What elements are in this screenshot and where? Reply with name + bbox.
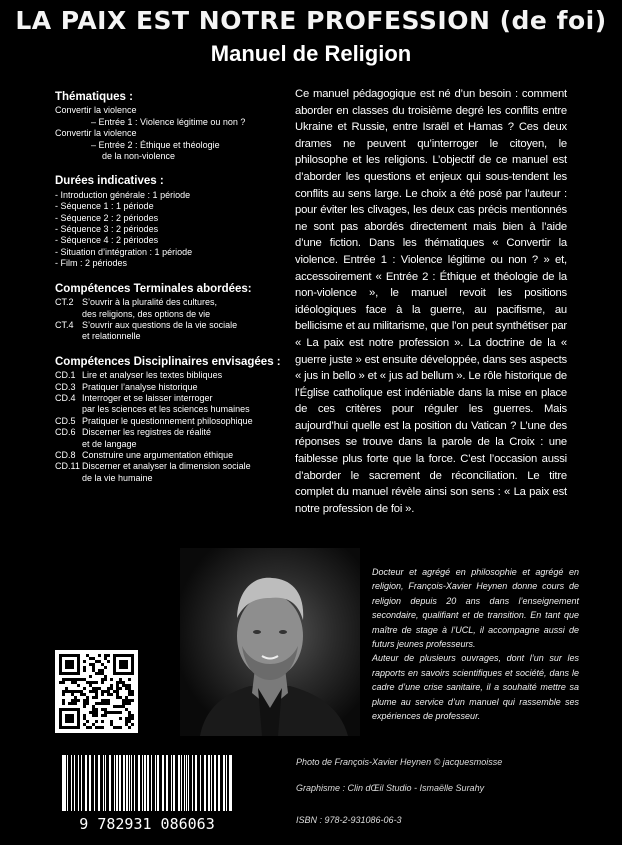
cd-item <box>55 370 287 381</box>
design-credit: Graphisme : Clin dŒil Studio - Ismaëlle Surahy <box>296 783 485 793</box>
author-bio <box>372 565 579 723</box>
barcode-digits: 9 782931 086063 <box>79 815 215 832</box>
cd-item-code: CD.5 <box>55 415 76 426</box>
cd-item <box>55 427 287 438</box>
author-portrait-icon <box>180 548 360 736</box>
duree-item: - Séquence 3 : 2 périodes <box>55 224 159 235</box>
cd-item <box>55 461 287 472</box>
isbn-number: ISBN : 978-2-931086-06-3 <box>296 815 402 825</box>
ct-item-text: des religions, des options de vie <box>82 308 211 319</box>
cd-item-code <box>55 404 82 415</box>
photo-credit: Photo de François-Xavier Heynen © jacquesmoisse <box>296 757 503 767</box>
author-photo <box>180 548 360 736</box>
cd-item <box>55 404 287 415</box>
ct-section <box>55 284 287 343</box>
duree-item: - Séquence 2 : 2 périodes <box>55 212 159 223</box>
cd-item-code: CD.4 <box>55 392 76 403</box>
cd-section <box>55 357 287 484</box>
bio-paragraph-2: Auteur de plusieurs ouvrages, dont l’un sur les rapports en savoirs scientifiques et société, dans le cadre d’une crise sanitaire, il a souhaité mettre sa plume au service d’un manuel qui rassemble ses expériences de professeur. <box>372 653 579 722</box>
thematique-line: – Entrée 1 : Violence légitime ou non ? <box>91 116 246 127</box>
description-text: Ce manuel pédagogique est né d’un besoin : comment aborder en classes du troisième degré les conflits entre Ukraine et Russie, entre Israël et Hamas ? Ces deux drames ne peuvent qu’interroger le citoyen, le philosophe et les religions. L’objectif de ce manuel est d’aborder les questions et enjeux qui sous-tendent les conflits au sens large. Le choix a été posé par l’auteur : pour éviter les clivages, les deux cas précis mentionnés ne sont pas abordés directement mais bien à l’aide d’une fiction. Dans les thématiques « Convertir la violence. Entrée 1 : Violence légitime ou non ? » et, accessoirement « Entrée 2 : Éthique et théologie de la non-violence », le manuel revoit les positions idéologiques face à la guerre, au pacifisme, au bellicisme et au militarisme, que l’on peut synthétiser par « La paix est notre profession ». La doctrine de la « guerre juste » est ensuite développée, dans ses aspects « jus in bello » et « jus ad bellum ». Le rôle historique de l’Église catholique est indéniable dans la mise en place de ces critères pour réguler les guerres. Mais aujourd’hui quelle est la position du Vatican ? L’une des réponses se trouve dans la parole de la Croix : une faiblesse plus forte que la force. C’est l’occasion aussi d’aborder le sacrement de réconciliation. Le titre complet du manuel révèle ainsi son sens : « La paix est notre profession de foi ». <box>295 88 567 515</box>
thematiques-list <box>55 105 287 162</box>
cd-item-code: CD.1 <box>55 370 76 381</box>
thematique-line: Convertir la violence <box>55 105 137 116</box>
duree-item: - Situation d’intégration : 1 période <box>55 246 193 257</box>
cd-item <box>55 382 287 393</box>
cd-item-code: CD.8 <box>55 449 76 460</box>
durees-section <box>55 176 287 269</box>
cd-item <box>55 439 287 450</box>
cd-item-text: Pratiquer l’analyse historique <box>82 381 198 392</box>
cd-item-code: CD.3 <box>55 381 76 392</box>
cd-item-text: Interroger et se laisser interroger <box>82 392 213 403</box>
duree-item: - Séquence 1 : 1 période <box>55 201 154 212</box>
cover-subtitle: Manuel de Religion <box>210 41 412 66</box>
qr-code-icon <box>55 650 138 733</box>
cd-item-code: CD.11 <box>55 461 80 472</box>
duree-item: - Séquence 4 : 2 périodes <box>55 235 159 246</box>
ct-list <box>55 297 287 343</box>
cd-item-text: Construire une argumentation éthique <box>82 449 234 460</box>
ct-item <box>55 320 287 331</box>
cd-item <box>55 416 287 427</box>
duree-item: - Film : 2 périodes <box>55 258 128 269</box>
ct-item-code: CT.4 <box>55 319 74 330</box>
left-column <box>55 92 287 498</box>
ct-item <box>55 309 287 320</box>
duree-item: - Introduction générale : 1 période <box>55 189 191 200</box>
cd-title: Compétences Disciplinaires envisagées : <box>55 355 281 368</box>
durees-list <box>55 190 287 270</box>
cd-item-code <box>55 439 82 450</box>
thematique-line: – Entrée 2 : Éthique et théologie <box>91 139 220 150</box>
ct-item-text: S’ouvrir à la pluralité des cultures, <box>82 297 218 308</box>
cd-item <box>55 473 287 484</box>
qr-code <box>55 650 138 733</box>
durees-title: Durées indicatives : <box>55 175 164 188</box>
thematique-line: de la non-violence <box>102 151 176 162</box>
thematique-line: Convertir la violence <box>55 128 137 139</box>
cd-list <box>55 370 287 484</box>
bio-paragraph-1: Docteur et agrégé en philosophie et agrégé en religion, François-Xavier Heynen donne cours de religion depuis 20 ans dans l’enseignement secondaire, qualifiant et de transition. En tant que maître de stage à l’UCL, il accompagne aussi de futurs jeunes professeurs. <box>372 567 579 650</box>
isbn-barcode <box>56 751 238 832</box>
cd-item <box>55 393 287 404</box>
cd-item-text: Discerner et analyser la dimension sociale <box>82 461 251 472</box>
ct-item-code: CT.2 <box>55 297 74 308</box>
cd-item-code: CD.6 <box>55 427 76 438</box>
cd-item-text: Lire et analyser les textes bibliques <box>82 370 223 381</box>
cd-item-text: et de langage <box>82 438 137 449</box>
cd-item-code <box>55 473 82 484</box>
ct-item-code <box>55 331 82 342</box>
cd-item-text: Discerner les registres de réalité <box>82 427 212 438</box>
ct-item-text: S’ouvrir aux questions de la vie sociale <box>82 319 238 330</box>
ct-item-code <box>55 309 82 320</box>
barcode-icon <box>56 751 238 832</box>
cd-item <box>55 450 287 461</box>
cd-item-text: Pratiquer le questionnement philosophique <box>82 415 253 426</box>
thematiques-title: Thématiques : <box>55 91 133 103</box>
ct-title: Compétences Terminales abordées: <box>55 282 252 295</box>
cd-item-text: de la vie humaine <box>82 472 153 483</box>
ct-item <box>55 297 287 308</box>
ct-item-text: et relationnelle <box>82 331 141 342</box>
cover-title: LA PAIX EST NOTRE PROFESSION (de foi) <box>15 6 607 35</box>
thematiques-section <box>55 92 287 162</box>
ct-item <box>55 331 287 342</box>
cd-item-text: par les sciences et les sciences humaines <box>82 404 250 415</box>
